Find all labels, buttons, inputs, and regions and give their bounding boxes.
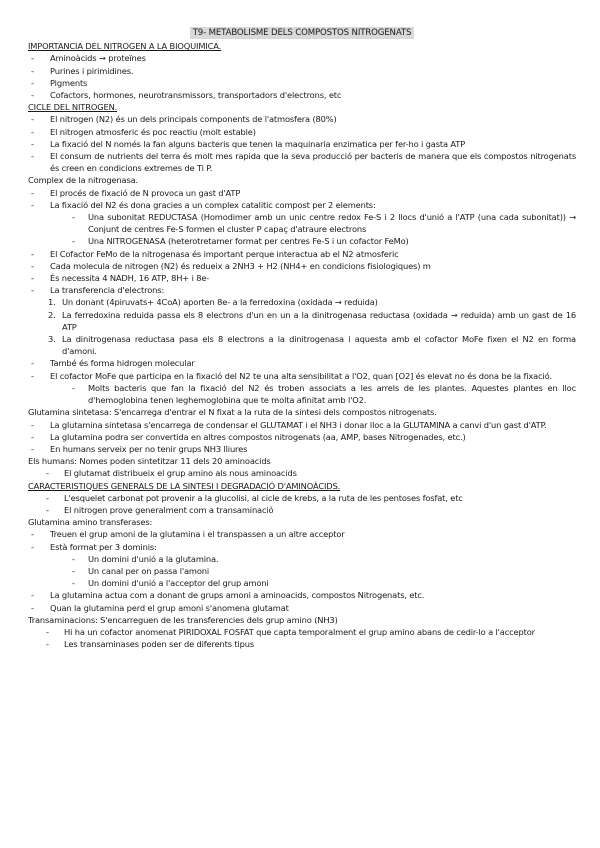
numbered-step bbox=[28, 296, 576, 308]
step-text: Un donant (4piruvats+ 4CoA) aporten 8e- a la ferredoxina (oxidada → reduida) bbox=[62, 297, 378, 308]
list-item: - Quan la glutamina perd el grup amoni s'anomena glutamat bbox=[28, 602, 576, 614]
step-text: La dinitrogenasa reductasa pasa els 8 electrons a la dinitrogenasa i aquesta amb el cofactor MoFe fixen el N2 en forma d'amoni. bbox=[62, 334, 576, 357]
sub-list-item: - Una subonitat REDUCTASA (Homodimer amb un unic centre redox Fe-S i 2 llocs d'unió a l'ATP (una cada subonitat)) → Conjunt de centres Fe-S formen el cluster P capaç d'atraure electrons bbox=[28, 211, 576, 235]
list-item: - Està format per 3 dominis: bbox=[28, 541, 576, 553]
list-item: - Les transaminases poden ser de diferents tipus bbox=[28, 638, 576, 650]
list-item: - La glutamina sintetasa s'encarrega de condensar el GLUTAMAT i el NH3 i donar lloc a la GLUTAMINA a canvi d'un gast d'ATP. bbox=[28, 419, 576, 431]
list-item: - El nitrogen atmosferic és poc reactiu (molt estable) bbox=[28, 126, 576, 138]
glutamina-sintetasa-intro: Glutamina sintetasa: S'encarrega d'entrar el N fixat a la ruta de la sintesi dels compostos nitrogenats. bbox=[28, 407, 437, 418]
list-item: - El nitrogen (N2) és un dels principals components de l'atmosfera (80%) bbox=[28, 113, 576, 125]
section-heading-importancia: IMPORTANCIA DEL NITROGEN A LA BIOQUIMICA. bbox=[28, 41, 222, 52]
sub-list-item: - Un domini d'unió a l'acceptor del grup amoni bbox=[28, 577, 576, 589]
amino-transferases-intro: Glutamina amino transferases: bbox=[28, 517, 153, 528]
list-item: - Cofactors, hormones, neurotransmissors, transportadors d'electrons, etc bbox=[28, 89, 576, 101]
step-number: 3. bbox=[48, 334, 56, 345]
numbered-step bbox=[28, 333, 576, 357]
list-item: - La fixació del N només la fan alguns bacteris que tenen la maquinaria enzimatica per fer-ho i gasta ATP bbox=[28, 138, 576, 150]
list-item: - Cada molecula de nitrogen (N2) és redueix a 2NH3 + H2 (NH4+ en condicions fisiologiques) m bbox=[28, 260, 576, 272]
caracteristiques-list bbox=[28, 492, 576, 516]
list-item: - Aminoàcids → proteïnes bbox=[28, 52, 576, 64]
list-item: - Purines i pirimidines. bbox=[28, 65, 576, 77]
title-wrap bbox=[28, 26, 576, 39]
page-title: T9- METABOLISME DELS COMPOSTOS NITROGENATS bbox=[190, 27, 415, 39]
list-item: - La fixació del N2 és dona gracies a un complex catalitic compost per 2 elements: bbox=[28, 199, 576, 211]
sub-list-item: - Molts bacteris que fan la fixació del N2 és troben associats a les arrels de les plantes. Aquestes plantes en lloc d'hemoglobina tenen leghemoglobina que te molta afinitat amb l'O2. bbox=[28, 382, 576, 406]
list-item: - El procés de fixació de N provoca un gast d'ATP bbox=[28, 187, 576, 199]
nitrogenasa-list bbox=[28, 187, 576, 407]
list-item: - La glutamina actua com a donant de grups amoni a aminoacids, compostos Nitrogenats, etc. bbox=[28, 589, 576, 601]
sub-list-item: - Una NITROGENASA (heterotretamer format per centres Fe-S i un cofactor FeMo) bbox=[28, 235, 576, 247]
list-item: - El Cofactor FeMo de la nitrogenasa és important perque interactua ab el N2 atmosferic bbox=[28, 248, 576, 260]
sub-list-item: - Un canal per on passa l'amoni bbox=[28, 565, 576, 577]
list-item: - Treuen el grup amoni de la glutamina i el transpassen a un altre acceptor bbox=[28, 528, 576, 540]
transaminacions-list bbox=[28, 626, 576, 650]
list-item: - Pigments bbox=[28, 77, 576, 89]
step-number: 1. bbox=[48, 297, 56, 308]
cicle-list bbox=[28, 113, 576, 174]
step-number: 2. bbox=[48, 309, 56, 320]
humans-list bbox=[28, 467, 576, 479]
importancia-list bbox=[28, 52, 576, 101]
glutamina-sintetasa-list bbox=[28, 419, 576, 456]
list-item: - La transferencia d'electrons: bbox=[28, 284, 576, 296]
list-item: - Hi ha un cofactor anomenat PIRIDOXAL FOSFAT que capta temporalment el grup amino abans de cedir-lo a l'acceptor bbox=[28, 626, 576, 638]
list-item: - És necessita 4 NADH, 16 ATP, 8H+ i 8e- bbox=[28, 272, 576, 284]
step-text: La ferredoxina reduida passa els 8 electrons d'un en un a la dinitrogenasa reductasa (oxidada → reduida) amb un gast de 16 ATP bbox=[62, 309, 576, 332]
section-heading-cicle: CICLE DEL NITROGEN. bbox=[28, 102, 118, 113]
list-item: - La glutamina podra ser convertida en altres compostos nitrogenats (aa, AMP, bases Nitrogenades, etc.) bbox=[28, 431, 576, 443]
transaminacions-intro: Transaminacions: S'encarreguen de les transferencies dels grup amino (NH3) bbox=[28, 614, 338, 625]
list-item: - El nitrogen prove generalment com a transaminació bbox=[28, 504, 576, 516]
list-item: - L'esquelet carbonat pot provenir a la glucolisi, al cicle de krebs, a la ruta de les pentoses fosfat, etc bbox=[28, 492, 576, 504]
nitrogenasa-intro: Complex de la nitrogenasa. bbox=[28, 175, 139, 186]
amino-transferases-list bbox=[28, 528, 576, 613]
list-item: - El consum de nutrients del terra és molt mes rapida que la seva producció per bacteris de manera que els compostos nitrogenats és creen en condicions extremes de Ti P. bbox=[28, 150, 576, 174]
list-item: - En humans serveix per no tenir grups NH3 lliures bbox=[28, 443, 576, 455]
list-item: - També és forma hidrogen molecular bbox=[28, 357, 576, 369]
sub-list-item: - Un domini d'unió a la glutamina. bbox=[28, 553, 576, 565]
humans-intro: Els humans: Nomes poden sintetitzar 11 dels 20 aminoacids bbox=[28, 456, 271, 467]
list-item: - El glutamat distribueix el grup amino als nous aminoacids bbox=[28, 467, 576, 479]
section-heading-caracteristiques: CARACTERISTIQUES GENERALS DE LA SINTESI I DEGRADACIÓ D'AMINOÀCIDS. bbox=[28, 480, 341, 491]
numbered-step bbox=[28, 309, 576, 333]
list-item: - El cofactor MoFe que participa en la fixació del N2 te una alta sensibilitat a l'O2, quan [O2] és elevat no és dona be la fixació. bbox=[28, 370, 576, 382]
